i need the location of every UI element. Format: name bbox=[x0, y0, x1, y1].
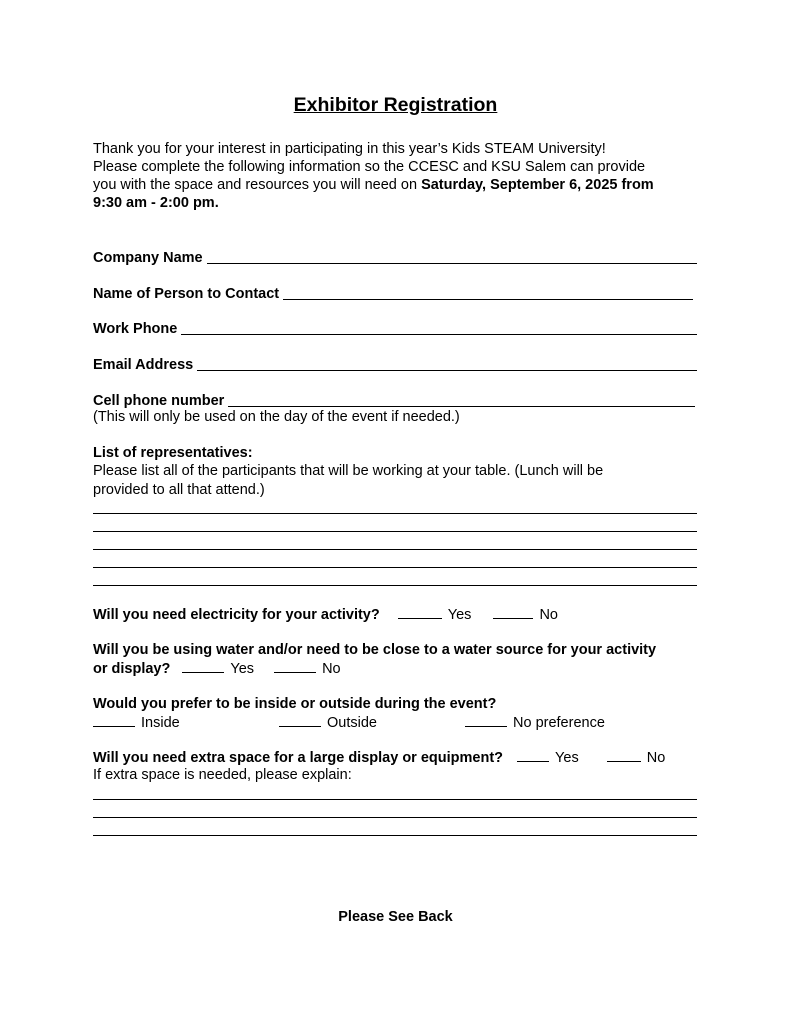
electricity-no-blank[interactable] bbox=[493, 605, 533, 619]
explain-line[interactable] bbox=[93, 817, 697, 818]
space-yes-blank[interactable] bbox=[517, 748, 549, 762]
representative-line[interactable] bbox=[93, 567, 697, 568]
representative-line[interactable] bbox=[93, 513, 697, 514]
event-time: 9:30 am - 2:00 pm. bbox=[93, 195, 219, 211]
electricity-yes-label: Yes bbox=[447, 607, 472, 623]
space-no-label: No bbox=[646, 750, 666, 766]
representatives-heading: List of representatives: bbox=[93, 445, 253, 461]
water-no-label: No bbox=[322, 661, 341, 677]
intro-line-1: Thank you for your interest in participating in this year’s Kids STEAM University! bbox=[93, 141, 606, 157]
water-question-row bbox=[93, 659, 341, 678]
space-yes-label: Yes bbox=[555, 750, 579, 766]
contact-person-field[interactable] bbox=[93, 283, 693, 303]
electricity-no-label: No bbox=[539, 607, 558, 623]
explain-line[interactable] bbox=[93, 835, 697, 836]
contact-person-line[interactable] bbox=[283, 285, 693, 300]
water-question-line-1: Will you be using water and/or need to be close to a water source for your activity bbox=[93, 642, 657, 658]
water-question-line-2: or display? bbox=[93, 661, 171, 677]
work-phone-line[interactable] bbox=[181, 320, 697, 335]
electricity-question: Will you need electricity for your activity? bbox=[93, 607, 380, 623]
please-see-back-note: Please See Back bbox=[338, 909, 453, 925]
water-no-blank[interactable] bbox=[274, 659, 316, 673]
intro-paragraph bbox=[93, 140, 705, 212]
location-no-preference-option bbox=[465, 713, 605, 732]
contact-person-label: Name of Person to Contact bbox=[93, 286, 280, 302]
representatives-instruction-2: provided to all that attend.) bbox=[93, 482, 265, 498]
outside-label: Outside bbox=[327, 715, 377, 731]
location-outside-option bbox=[279, 713, 377, 732]
cell-phone-field[interactable] bbox=[93, 390, 695, 410]
no-preference-label: No preference bbox=[513, 715, 605, 731]
email-label: Email Address bbox=[93, 357, 194, 373]
space-question: Will you need extra space for a large display or equipment? bbox=[93, 750, 504, 766]
work-phone-field[interactable] bbox=[93, 318, 697, 338]
work-phone-label: Work Phone bbox=[93, 321, 178, 337]
space-question-row bbox=[93, 748, 703, 767]
cell-phone-label: Cell phone number bbox=[93, 393, 225, 409]
inside-label: Inside bbox=[141, 715, 180, 731]
intro-line-3-text: you with the space and resources you will need on bbox=[93, 177, 422, 193]
company-name-field[interactable] bbox=[93, 247, 697, 267]
company-name-line[interactable] bbox=[207, 249, 697, 264]
space-explain-prompt: If extra space is needed, please explain: bbox=[93, 767, 352, 783]
water-yes-label: Yes bbox=[230, 661, 255, 677]
outside-blank[interactable] bbox=[279, 713, 321, 727]
space-no-blank[interactable] bbox=[607, 748, 641, 762]
email-field[interactable] bbox=[93, 354, 697, 374]
event-date: Saturday, September 6, 2025 from bbox=[421, 177, 654, 193]
representative-line[interactable] bbox=[93, 585, 697, 586]
email-line[interactable] bbox=[197, 356, 697, 371]
location-question: Would you prefer to be inside or outside during the event? bbox=[93, 696, 497, 712]
intro-line-2: Please complete the following information so the CCESC and KSU Salem can provide bbox=[93, 159, 646, 175]
representatives-instruction-1: Please list all of the participants that will be working at your table. (Lunch will be bbox=[93, 463, 604, 479]
no-preference-blank[interactable] bbox=[465, 713, 507, 727]
explain-line[interactable] bbox=[93, 799, 697, 800]
electricity-question-row bbox=[93, 605, 703, 624]
representative-line[interactable] bbox=[93, 531, 697, 532]
cell-phone-line[interactable] bbox=[228, 392, 695, 407]
location-inside-option bbox=[93, 713, 180, 732]
page-title: Exhibitor Registration bbox=[293, 94, 498, 116]
water-yes-blank[interactable] bbox=[182, 659, 224, 673]
cell-phone-note: (This will only be used on the day of the event if needed.) bbox=[93, 409, 460, 425]
representative-line[interactable] bbox=[93, 549, 697, 550]
company-name-label: Company Name bbox=[93, 250, 203, 266]
intro-line-3 bbox=[93, 176, 705, 194]
electricity-yes-blank[interactable] bbox=[398, 605, 442, 619]
inside-blank[interactable] bbox=[93, 713, 135, 727]
